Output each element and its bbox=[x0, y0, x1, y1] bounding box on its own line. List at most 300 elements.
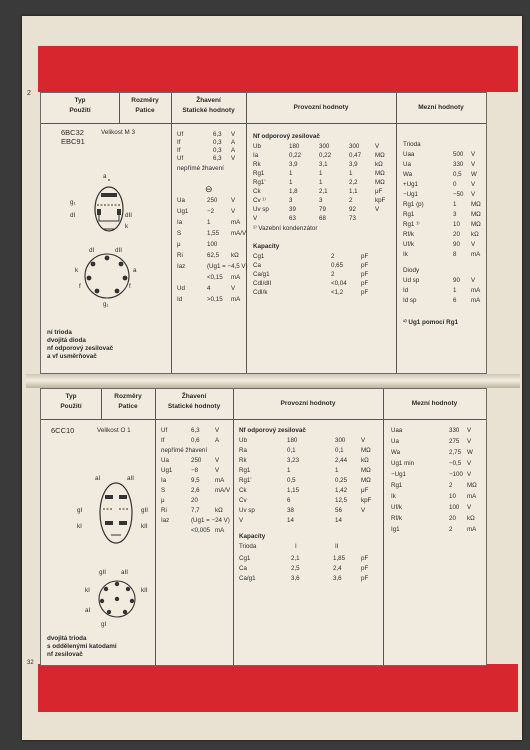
cell-s: Ua bbox=[391, 438, 399, 445]
data-row bbox=[177, 155, 243, 163]
cell-u: V bbox=[467, 471, 472, 478]
cell-b: 1 bbox=[319, 179, 323, 186]
data-row bbox=[253, 215, 393, 223]
data-row bbox=[403, 161, 483, 169]
header-zhaveni-label: Žhavení bbox=[196, 97, 221, 104]
cell-v: 100 bbox=[207, 241, 218, 248]
cell-b: 56 bbox=[335, 507, 342, 514]
cell-u: pF bbox=[361, 565, 369, 572]
usage-line: dvojitá trioda bbox=[47, 635, 87, 642]
cell-b: 3,6 bbox=[333, 575, 342, 582]
cell-v: 0,6 bbox=[191, 437, 200, 444]
col-divider bbox=[396, 93, 397, 373]
page-number: 2 bbox=[27, 90, 31, 97]
data-row bbox=[253, 188, 393, 196]
cell-u: V bbox=[467, 427, 472, 434]
data-row bbox=[253, 179, 393, 187]
cell-v: 500 bbox=[453, 151, 464, 158]
cell-u: mA bbox=[467, 493, 477, 500]
tube-label-a2: aII bbox=[127, 475, 135, 482]
header-provozni: Provozní hodnoty bbox=[280, 400, 336, 407]
cell-u: kpF bbox=[375, 197, 386, 204]
socket-label-g2: gII bbox=[99, 569, 107, 576]
cell-u: MΩ bbox=[375, 179, 385, 186]
cell-u: V bbox=[467, 504, 472, 511]
cell-u: V bbox=[471, 191, 476, 198]
data-row bbox=[403, 277, 483, 285]
cell-v: 9,5 bbox=[191, 477, 200, 484]
usage-line: nf zesilovač bbox=[47, 651, 83, 658]
cell-s: Rg1 (p) bbox=[403, 201, 424, 208]
cell-s: Rg1' bbox=[239, 477, 252, 484]
cap-title: Kapacity bbox=[253, 243, 280, 250]
cell-a: 0,22 bbox=[289, 152, 302, 159]
cell-s: CdI/dII bbox=[253, 280, 272, 287]
cell-s: Ri bbox=[161, 507, 167, 514]
cell-a: 3,9 bbox=[289, 161, 298, 168]
data-row bbox=[177, 219, 243, 227]
cell-s: Id sp bbox=[403, 297, 417, 304]
cell-b: 3 bbox=[319, 197, 323, 204]
cell-v: −8 bbox=[191, 467, 199, 474]
cell-s: μ bbox=[177, 241, 181, 248]
cell-v: 20 bbox=[453, 231, 460, 238]
cell-v: 0 bbox=[453, 181, 457, 188]
cell-b: 1,42 bbox=[335, 487, 348, 494]
header-typ-label: Typ bbox=[74, 97, 86, 104]
cell-u: V bbox=[471, 181, 476, 188]
cell-v: 20 bbox=[449, 515, 456, 522]
cell-u: mA/V bbox=[231, 230, 247, 237]
data-row bbox=[403, 241, 483, 249]
cell-s: Rf/k bbox=[391, 515, 403, 522]
header-rozmery bbox=[119, 96, 171, 126]
cell-s: Ud sp bbox=[403, 277, 420, 284]
cell-u: mA bbox=[471, 297, 481, 304]
cell-s: −Ug1 bbox=[403, 191, 418, 198]
cell-u: MΩ bbox=[375, 152, 385, 159]
col-divider bbox=[233, 389, 234, 665]
cell-s: Ug1 min bbox=[391, 460, 415, 467]
cell-u: mA bbox=[231, 296, 241, 303]
header-zhaveni bbox=[155, 392, 233, 422]
cell-v: 10 bbox=[453, 221, 460, 228]
cell-u: μF bbox=[361, 487, 369, 494]
page-fold bbox=[26, 374, 520, 388]
cell-b: 79 bbox=[319, 206, 326, 213]
cell-s: Rg1 ¹⁾ bbox=[403, 221, 420, 228]
cell-b: 12,5 bbox=[335, 497, 348, 504]
cell-a: 14 bbox=[287, 517, 294, 524]
cell-s: Id bbox=[177, 296, 183, 303]
table-header bbox=[41, 93, 486, 124]
data-row bbox=[239, 555, 379, 563]
cell-a: 3,6 bbox=[291, 575, 300, 582]
tube-label-d1: dI bbox=[70, 212, 76, 219]
col-divider bbox=[171, 93, 172, 373]
col-divider bbox=[101, 389, 102, 419]
cell-u: V bbox=[471, 241, 476, 248]
cell-s: Ua bbox=[177, 197, 185, 204]
cell-s: S bbox=[177, 230, 182, 237]
cell-s: Rg1 bbox=[239, 467, 251, 474]
op-title: Nf odporový zesilovač bbox=[239, 427, 306, 434]
cell-s: Ua bbox=[403, 161, 411, 168]
cell-a: 63 bbox=[289, 215, 296, 222]
socket-label-g: g₁ bbox=[103, 301, 109, 308]
cell-s: Id bbox=[403, 287, 409, 294]
header-patice-label: Patice bbox=[118, 403, 138, 410]
cell-v: 1 bbox=[453, 287, 457, 294]
socket-label-a2: aII bbox=[121, 569, 129, 576]
cell-v: 6,3 bbox=[191, 427, 200, 434]
cell-s: Uf bbox=[177, 131, 184, 138]
cell-u: mA bbox=[471, 287, 481, 294]
cell-u: MΩ bbox=[361, 447, 371, 454]
cell-s: Rg1' bbox=[253, 179, 266, 186]
cell-s: Cv bbox=[239, 497, 247, 504]
cell-s: Rf/k bbox=[403, 231, 415, 238]
cell-s: Ig1 bbox=[391, 526, 400, 533]
cell-s: Ca/g1 bbox=[253, 271, 270, 278]
usage-line: nf odporový zesilovač bbox=[47, 345, 114, 352]
cell-u: kΩ bbox=[471, 231, 479, 238]
cell-u: MΩ bbox=[471, 221, 481, 228]
header-mezni: Mezní hodnoty bbox=[418, 104, 464, 111]
cell-u: MΩ bbox=[361, 477, 371, 484]
cell-v: 330 bbox=[453, 161, 464, 168]
cell-u: V bbox=[375, 143, 380, 150]
cell-s: μ bbox=[161, 497, 165, 504]
cell-u: A bbox=[215, 437, 220, 444]
data-row bbox=[253, 143, 393, 151]
cell-a: 38 bbox=[287, 507, 294, 514]
data-row bbox=[177, 274, 243, 282]
cell-a: 6 bbox=[287, 497, 291, 504]
data-row bbox=[253, 152, 393, 160]
cell-u: μF bbox=[375, 188, 383, 195]
tube-label-k2: kII bbox=[141, 523, 148, 530]
socket-label-a: a bbox=[133, 267, 137, 274]
cell-u: mA bbox=[231, 219, 241, 226]
data-row bbox=[239, 565, 379, 573]
cell-v: 2 bbox=[331, 253, 335, 260]
cell-u: V bbox=[231, 131, 236, 138]
cell-u: pF bbox=[361, 271, 369, 278]
red-band-bottom bbox=[38, 664, 518, 712]
cell-s: If bbox=[177, 147, 181, 154]
data-row bbox=[239, 437, 379, 445]
socket-label-a1: aI bbox=[85, 607, 91, 614]
tube-size: Velikost O 1 bbox=[97, 427, 131, 434]
cell-s: Wa bbox=[403, 171, 413, 178]
cell-b: 1 bbox=[335, 467, 339, 474]
cell-v: <0,15 bbox=[207, 274, 223, 281]
tube-type-primary: 6BC32 bbox=[61, 128, 84, 137]
header-rozmery-label: Rozměry bbox=[131, 97, 159, 104]
cell-b: 2,44 bbox=[335, 457, 348, 464]
cell-u: V bbox=[467, 438, 472, 445]
data-row bbox=[239, 575, 379, 583]
cap-head-i: I bbox=[295, 543, 297, 550]
cell-v: 0,5 bbox=[453, 171, 462, 178]
header-rozmery bbox=[101, 392, 155, 422]
cell-v: (Ug1 = −24 V) bbox=[191, 517, 230, 524]
cell-s: Ri bbox=[177, 252, 183, 259]
data-row bbox=[161, 457, 231, 465]
header-mezni: Mezní hodnoty bbox=[411, 400, 458, 407]
cell-s: V bbox=[253, 215, 258, 222]
cell-s: Uv sp bbox=[253, 206, 269, 213]
cell-u: V bbox=[215, 457, 220, 464]
cell-c: 2,2 bbox=[349, 179, 358, 186]
cell-s: Rg1 bbox=[253, 170, 265, 177]
data-row bbox=[391, 482, 481, 490]
header-staticke-label: Statické hodnoty bbox=[167, 403, 221, 410]
cell-s: If bbox=[177, 139, 181, 146]
tube-label-d2: dII bbox=[125, 212, 133, 219]
cell-s: Ug1 bbox=[177, 208, 189, 215]
cell-u: pF bbox=[361, 280, 369, 287]
data-row bbox=[253, 262, 393, 270]
cell-s: Ck bbox=[253, 188, 261, 195]
cell-b: 2,1 bbox=[319, 188, 328, 195]
cell-v: 7,7 bbox=[191, 507, 200, 514]
cell-b: 0,22 bbox=[319, 152, 332, 159]
data-row bbox=[161, 437, 231, 445]
tube-label-a1: aI bbox=[95, 475, 101, 482]
cell-s: CdI/k bbox=[253, 289, 268, 296]
data-row bbox=[161, 477, 231, 485]
data-row bbox=[253, 197, 393, 205]
table-header bbox=[41, 389, 486, 420]
data-row bbox=[239, 507, 379, 515]
cell-v: 250 bbox=[191, 457, 202, 464]
cell-b: 300 bbox=[335, 437, 346, 444]
data-row bbox=[177, 208, 243, 216]
data-row bbox=[391, 515, 481, 523]
cell-s: Ia bbox=[253, 152, 259, 159]
cell-s: Rk bbox=[253, 161, 261, 168]
cell-v: (Ug1 = −4,5 V) bbox=[207, 263, 248, 270]
data-row bbox=[403, 191, 483, 199]
socket-label-d2: dII bbox=[115, 247, 123, 254]
cell-s: Rg1 bbox=[391, 482, 403, 489]
cell-c: 73 bbox=[349, 215, 356, 222]
cell-c: 1,1 bbox=[349, 188, 358, 195]
cell-s: Ua bbox=[161, 457, 169, 464]
cell-v: 0,3 bbox=[213, 139, 222, 146]
socket-diagram bbox=[95, 577, 139, 621]
table-6cc10 bbox=[27, 388, 487, 666]
cell-c: 1 bbox=[349, 170, 353, 177]
cell-s: Iaz bbox=[177, 263, 186, 270]
cell-v: <1,2 bbox=[331, 289, 344, 296]
cell-u: pF bbox=[361, 555, 369, 562]
data-row bbox=[391, 438, 481, 446]
data-row bbox=[177, 263, 248, 271]
table-6bc32 bbox=[27, 90, 487, 374]
data-row bbox=[391, 460, 481, 468]
cell-a: 1,8 bbox=[289, 188, 298, 195]
cell-s: Uaa bbox=[391, 427, 403, 434]
cell-v: 330 bbox=[449, 427, 460, 434]
socket-label-f1: f bbox=[79, 283, 81, 290]
cell-u: V bbox=[471, 151, 476, 158]
cell-s: Ik bbox=[403, 251, 408, 258]
cell-a: 2,5 bbox=[291, 565, 300, 572]
cell-s: Rk bbox=[239, 457, 247, 464]
op-note: ¹⁾ Vazební kondenzátor bbox=[253, 225, 318, 232]
cell-v: 90 bbox=[453, 277, 460, 284]
cell-u: mA bbox=[215, 527, 225, 534]
cell-u: MΩ bbox=[471, 201, 481, 208]
usage-line: a vf usměrňovač bbox=[47, 353, 97, 360]
cell-b: 2,4 bbox=[333, 565, 342, 572]
tube-type-primary: 6CC10 bbox=[51, 426, 75, 435]
limit-note: ¹⁾ Ug1 pomocí Rg1 bbox=[403, 319, 459, 326]
cell-u: MΩ bbox=[375, 170, 385, 177]
socket-label-f2: f bbox=[129, 283, 131, 290]
cell-v: 4 bbox=[207, 285, 211, 292]
cell-u: pF bbox=[361, 262, 369, 269]
page-number: 32 bbox=[27, 660, 34, 666]
data-row bbox=[391, 427, 481, 435]
socket-label-k1: kI bbox=[85, 587, 90, 594]
cell-s: Ia bbox=[161, 477, 167, 484]
cell-a: 180 bbox=[289, 143, 300, 150]
cell-v: −2 bbox=[207, 208, 215, 215]
tube-label-k1: kI bbox=[77, 523, 82, 530]
header-zhaveni bbox=[171, 96, 246, 126]
data-row bbox=[177, 285, 243, 293]
cell-b: 68 bbox=[319, 215, 326, 222]
data-row bbox=[161, 447, 231, 455]
cell-s: Ug1 bbox=[161, 467, 173, 474]
cell-b: 0,25 bbox=[335, 477, 348, 484]
cell-s: If bbox=[161, 437, 165, 444]
data-row bbox=[403, 151, 483, 159]
cell-u: W bbox=[471, 171, 477, 178]
cell-a: 1,15 bbox=[287, 487, 300, 494]
cell-s: Ik bbox=[391, 493, 396, 500]
data-row bbox=[253, 289, 393, 297]
tube-type-secondary: EBC91 bbox=[61, 137, 85, 146]
tube-label-g2: gII bbox=[141, 507, 149, 514]
col-divider bbox=[246, 93, 247, 373]
cell-v: 20 bbox=[191, 497, 198, 504]
cell-u: V bbox=[467, 460, 472, 467]
cell-s: Rg1 bbox=[403, 211, 415, 218]
cell-v: 2 bbox=[331, 271, 335, 278]
cell-a: 1 bbox=[289, 170, 293, 177]
cell-u: A bbox=[231, 147, 236, 154]
tube-size: Velikost M 3 bbox=[101, 129, 135, 136]
tube-symbol bbox=[91, 479, 141, 549]
cell-v: 2,6 bbox=[191, 487, 200, 494]
cell-u: mA bbox=[471, 251, 481, 258]
data-row bbox=[403, 221, 483, 229]
limit-title-diody: Diody bbox=[403, 267, 420, 274]
cell-v: 3 bbox=[453, 211, 457, 218]
cell-u: pF bbox=[361, 575, 369, 582]
cell-s: Ca/g1 bbox=[239, 575, 256, 582]
cell-a: 180 bbox=[287, 437, 298, 444]
cell-u: mA bbox=[215, 477, 225, 484]
cell-u: V bbox=[231, 197, 236, 204]
data-row bbox=[253, 170, 393, 178]
cell-s: Ud bbox=[177, 285, 185, 292]
cell-a: 3,23 bbox=[287, 457, 300, 464]
cell-a: 39 bbox=[289, 206, 296, 213]
cell-s: +Ug1 bbox=[403, 181, 418, 188]
data-row bbox=[161, 517, 231, 525]
cell-u: pF bbox=[361, 253, 369, 260]
cell-u: kΩ bbox=[231, 252, 239, 259]
cell-s: Uaa bbox=[403, 151, 415, 158]
data-row bbox=[177, 252, 243, 260]
data-row bbox=[253, 161, 393, 169]
limit-title: Trioda bbox=[403, 141, 421, 148]
socket-label-g1: gI bbox=[101, 621, 107, 628]
cell-v: 275 bbox=[449, 438, 460, 445]
cell-u: V bbox=[231, 208, 236, 215]
cell-v: 6 bbox=[453, 297, 457, 304]
data-row bbox=[403, 231, 483, 239]
cell-v: −100 bbox=[449, 471, 463, 478]
data-row bbox=[403, 251, 483, 259]
data-row bbox=[161, 507, 231, 515]
cell-v: 0,3 bbox=[213, 147, 222, 154]
cell-a: 3 bbox=[289, 197, 293, 204]
data-row bbox=[391, 449, 481, 457]
cell-v: 250 bbox=[207, 197, 218, 204]
cell-u: mA bbox=[231, 274, 241, 281]
usage-line: s oddělenými katodami bbox=[47, 643, 117, 650]
data-row bbox=[253, 206, 393, 214]
cell-u: pF bbox=[361, 289, 369, 296]
cell-v: 1 bbox=[453, 201, 457, 208]
cell-b: 0,1 bbox=[335, 447, 344, 454]
cell-s: Cg1 bbox=[239, 555, 251, 562]
col-divider bbox=[119, 93, 120, 123]
cell-c: 2 bbox=[349, 197, 353, 204]
cell-s: nepřímé žhavení bbox=[161, 447, 208, 454]
cell-s: Ub bbox=[239, 437, 247, 444]
cell-u: V bbox=[231, 285, 236, 292]
header-patice-label: Patice bbox=[135, 107, 155, 114]
data-row bbox=[253, 271, 393, 279]
cap-title: Kapacity bbox=[239, 533, 266, 540]
cell-a: 2,1 bbox=[291, 555, 300, 562]
data-row bbox=[391, 526, 481, 534]
cap-head-label: Trioda bbox=[239, 543, 257, 550]
cell-s: Uf/k bbox=[403, 241, 415, 248]
cell-a: 1 bbox=[287, 467, 291, 474]
cell-v: −50 bbox=[453, 191, 464, 198]
tube-label-g1: g₁ bbox=[70, 199, 76, 206]
data-row bbox=[403, 201, 483, 209]
cap-head-row bbox=[239, 543, 379, 551]
data-row bbox=[177, 241, 243, 249]
col-divider bbox=[155, 389, 156, 665]
cell-u: kpF bbox=[361, 497, 372, 504]
cell-s: Uf bbox=[161, 427, 168, 434]
header-pouziti-label: Použití bbox=[60, 403, 82, 410]
cell-b: 14 bbox=[335, 517, 342, 524]
tube-label-g1: gI bbox=[77, 507, 83, 514]
cell-s: Uf bbox=[177, 155, 184, 162]
